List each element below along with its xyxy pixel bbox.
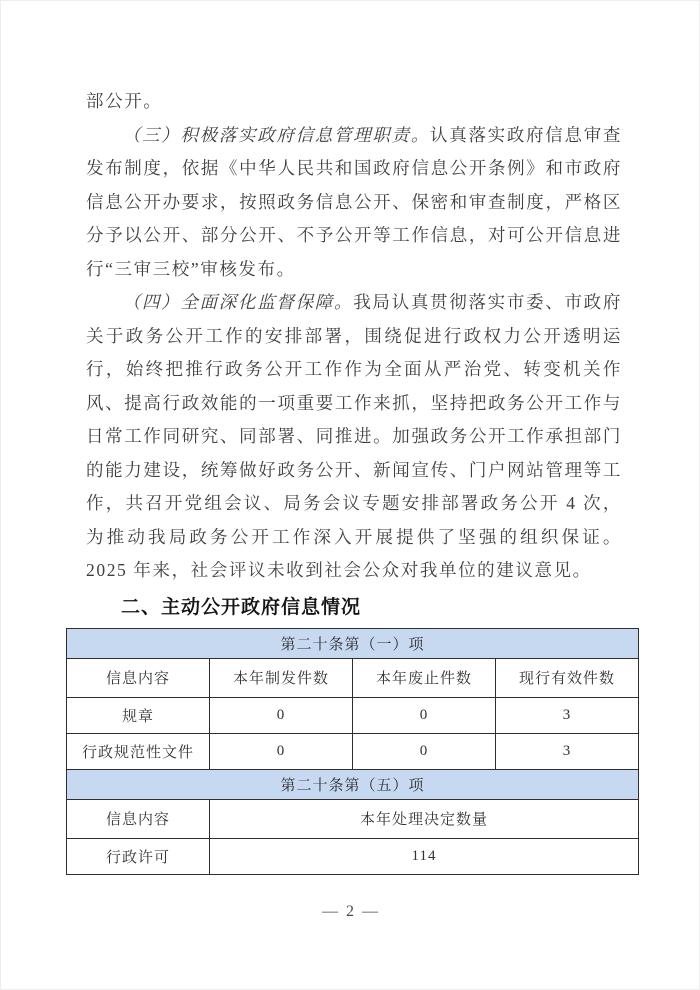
paragraph-text: 我局认真贯彻落实市委、市政府关于政务公开工作的安排部署，围绕促进行政权力公开透明运行，始终把推行政务公开工作作为全面从严治党、转变机关作风、提高行政效能的一项重要工作来抓，坚持把政务公开工作与日常工作同研究、同部署、同推进。加强政务公开工作承担部门的能力建设，统筹做好政务公开、新闻宣传、门户网站管理等工作，共召开党组会议、局务会议专题安排部署政务公开 4 次，为推动我局政务公开工作深入开展提供了坚强的组织保证。2025 年来，社会评议未收到社会公众对我单位的建议意见。	[86, 292, 622, 580]
row-label-cell: 行政许可	[67, 838, 210, 874]
table-band-row-2	[67, 769, 639, 799]
row-label-cell: 行政规范性文件	[67, 733, 210, 769]
document-body	[81, 85, 622, 875]
table-band-row-1	[67, 628, 639, 658]
header-cell: 信息内容	[67, 799, 210, 838]
value-cell: 0	[353, 697, 496, 733]
band-title: 第二十条第（五）项	[67, 769, 639, 799]
table-row	[67, 697, 639, 733]
band-title: 第二十条第（一）项	[67, 628, 639, 658]
header-cell: 本年废止件数	[353, 658, 496, 697]
paragraph-item-4	[86, 286, 622, 588]
value-cell: 0	[210, 733, 353, 769]
paragraph-lead: （四）全面深化监督保障。	[122, 292, 354, 312]
table-header-row-1	[67, 658, 639, 697]
paragraph-text: 认真落实政府信息审查发布制度，依据《中华人民共和国政府信息公开条例》和市政府信息公开办要求，按照政务信息公开、保密和审查制度，严格区分予以公开、部分公开、不予公开等工作信息，对可公开信息进行“三审三校”审核发布。	[86, 124, 622, 279]
table-row	[67, 733, 639, 769]
paragraph-text: 部公开。	[86, 91, 163, 111]
paragraph-continuation	[86, 85, 622, 119]
value-cell: 0	[353, 733, 496, 769]
page-number: — 2 —	[322, 903, 380, 920]
paragraph-lead: （三）积极落实政府信息管理职责。	[122, 124, 431, 145]
header-cell: 本年处理决定数量	[210, 799, 639, 838]
header-cell: 本年制发件数	[210, 658, 353, 697]
value-cell: 114	[210, 838, 639, 874]
header-cell: 现行有效件数	[496, 658, 639, 697]
value-cell: 0	[210, 697, 353, 733]
value-cell: 3	[496, 697, 639, 733]
header-cell: 信息内容	[67, 658, 210, 697]
section-heading: 二、主动公开政府信息情况	[121, 596, 362, 618]
row-label-cell: 规章	[67, 697, 210, 733]
paragraph-item-3	[86, 119, 622, 287]
value-cell: 3	[496, 733, 639, 769]
info-disclosure-table	[66, 628, 639, 875]
table-row	[67, 838, 639, 874]
table-header-row-2	[67, 799, 639, 838]
